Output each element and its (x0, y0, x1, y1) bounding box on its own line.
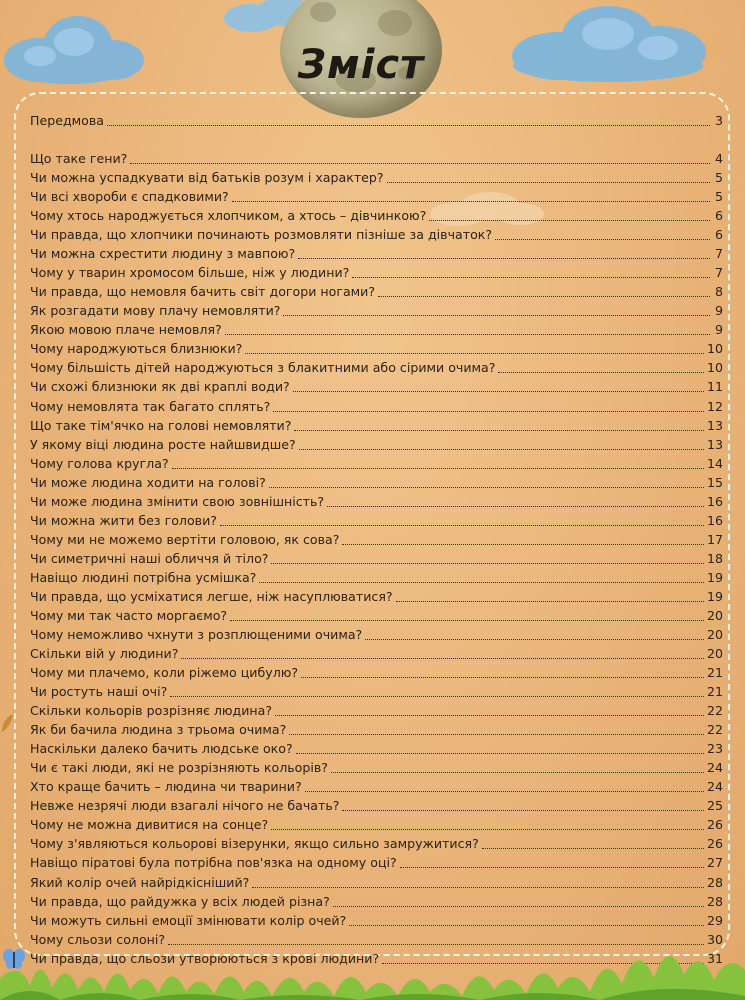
toc-dot-leader (181, 657, 704, 659)
toc-entry[interactable] (30, 264, 723, 282)
toc-entry[interactable] (30, 607, 723, 625)
toc-entry-page-number: 23 (706, 741, 723, 757)
toc-entry-page-number: 26 (706, 817, 723, 833)
grass-decoration (0, 930, 745, 1000)
toc-entry-title: Чи можна успадкувати від батьків розум і характер? (30, 170, 384, 186)
toc-entry-page-number: 6 (714, 208, 723, 224)
cloud-left-decoration (0, 8, 150, 88)
toc-entry-title: Чи симетричні наші обличчя й тіло? (30, 550, 269, 566)
toc-entry-page-number: 20 (706, 607, 723, 623)
toc-dot-leader (498, 371, 704, 373)
toc-entry-page-number: 6 (714, 227, 723, 243)
toc-entry-title: Чи правда, що усміхатися легше, ніж насуплюватися? (30, 588, 393, 604)
toc-dot-leader (294, 429, 704, 431)
toc-entry-page-number: 9 (714, 322, 723, 338)
toc-entry[interactable] (30, 664, 723, 682)
toc-entry-page-number: 7 (714, 246, 723, 262)
toc-dot-leader (296, 752, 704, 754)
toc-entry-title: Чи є такі люди, які не розрізняють кольорів? (30, 760, 328, 776)
toc-entry[interactable] (30, 874, 723, 892)
toc-dot-leader (400, 866, 704, 868)
toc-entry-page-number: 13 (706, 417, 723, 433)
toc-dot-leader (273, 410, 704, 412)
toc-dot-leader (252, 886, 704, 888)
toc-entry-title: Чи правда, що хлопчики починають розмовляти пізніше за дівчаток? (30, 227, 493, 243)
toc-entry-title: У якому віці людина росте найшвидше? (30, 436, 296, 452)
toc-dot-leader (387, 181, 710, 183)
toc-entry-page-number: 26 (706, 836, 723, 852)
toc-entry-title: Чи можна жити без голови? (30, 512, 217, 528)
toc-dot-leader (289, 733, 704, 735)
toc-dot-leader (107, 124, 710, 126)
toc-entry-title: Чому з'являються кольорові візерунки, якщо сильно замружитися? (30, 836, 479, 852)
toc-entry-page-number: 9 (714, 303, 723, 319)
toc-entry-page-number: 7 (714, 265, 723, 281)
toc-entry[interactable] (30, 474, 723, 492)
toc-entry[interactable] (30, 854, 723, 872)
toc-entry-title: Наскільки далеко бачить людське око? (30, 741, 293, 757)
toc-entry-page-number: 15 (706, 474, 723, 490)
toc-entry[interactable] (30, 283, 723, 301)
toc-entry[interactable] (30, 169, 723, 187)
toc-entry-page-number: 5 (714, 170, 723, 186)
toc-entry[interactable] (30, 302, 723, 320)
toc-entry-title: Хто краще бачить – людина чи тварини? (30, 779, 302, 795)
toc-dot-leader (365, 638, 704, 640)
toc-dot-leader (396, 600, 704, 602)
toc-dot-leader (230, 619, 704, 621)
toc-entry-page-number: 10 (706, 360, 723, 376)
toc-entry-title: Чи можуть сильні емоції змінювати колір очей? (30, 912, 347, 928)
toc-dot-leader (378, 295, 710, 297)
toc-entry-title: Чому народжуються близнюки? (30, 341, 243, 357)
toc-entry-page-number: 11 (706, 379, 723, 395)
toc-entry-page-number: 20 (706, 627, 723, 642)
toc-entry-title: Навіщо людині потрібна усмішка? (30, 569, 257, 585)
toc-entry-title: Чому у тварин хромосом більше, ніж у людини? (30, 265, 350, 281)
toc-dot-leader (259, 581, 704, 583)
toc-entry-title: Чому хтось народжується хлопчиком, а хтось – дівчинкою? (30, 208, 427, 224)
toc-dot-leader (271, 562, 703, 564)
toc-entry[interactable] (30, 893, 723, 911)
toc-entry-page-number: 20 (706, 646, 723, 662)
toc-entry[interactable] (30, 740, 723, 758)
toc-entry-page-number: 16 (706, 493, 723, 509)
toc-dot-leader (327, 505, 704, 507)
toc-entry-title: Чи всі хвороби є спадковими? (30, 189, 229, 205)
toc-entry[interactable] (30, 702, 723, 720)
toc-dot-leader (220, 524, 704, 526)
toc-entry-title: Чому сльози солоні? (30, 931, 166, 947)
toc-entry[interactable] (30, 112, 723, 130)
toc-dot-leader (298, 257, 710, 259)
toc-entry[interactable] (30, 816, 723, 834)
toc-entry-title: Чи схожі близнюки як дві краплі води? (30, 379, 290, 395)
toc-entry-page-number: 25 (706, 798, 723, 814)
toc-dot-leader (283, 314, 710, 316)
toc-entry[interactable] (30, 912, 723, 930)
toc-entry-title: Чому немовлята так багато сплять? (30, 398, 271, 414)
toc-entry-page-number: 30 (706, 931, 723, 947)
toc-entry-page-number: 8 (714, 284, 723, 300)
toc-entry-title: Чому голова кругла? (30, 455, 169, 471)
toc-entry-page-number: 3 (714, 113, 723, 128)
toc-dot-leader (342, 543, 704, 545)
toc-entry[interactable] (30, 550, 723, 568)
toc-entry[interactable] (30, 645, 723, 663)
toc-dot-leader (333, 905, 704, 907)
toc-entry[interactable] (30, 721, 723, 739)
toc-dot-leader (245, 352, 704, 354)
toc-entry[interactable] (30, 683, 723, 701)
toc-entry-page-number: 28 (706, 893, 723, 909)
toc-entry-page-number: 13 (706, 436, 723, 452)
toc-entry-title: Чи може людина ходити на голові? (30, 474, 266, 490)
toc-dot-leader (301, 676, 704, 678)
toc-dot-leader (172, 467, 704, 469)
toc-entry-title: Чи можна схрестити людину з мавпою? (30, 246, 296, 262)
toc-entry-title: Чи правда, що сльози утворюються з крові людини? (30, 950, 380, 966)
toc-dot-leader (349, 924, 704, 926)
toc-entry[interactable] (30, 378, 723, 396)
toc-entry-title: Скільки вій у людини? (30, 646, 179, 662)
toc-dot-leader (429, 219, 710, 221)
toc-entry-page-number: 31 (706, 950, 723, 966)
toc-dot-leader (275, 714, 704, 716)
toc-entry-page-number: 24 (706, 760, 723, 776)
toc-entry-page-number: 21 (706, 665, 723, 681)
page-title: Зміст (297, 42, 425, 88)
toc-entry[interactable] (30, 226, 723, 244)
toc-entry[interactable] (30, 340, 723, 358)
toc-entry-title: Чи правда, що райдужка у всіх людей різна? (30, 893, 330, 909)
toc-entry-title: Чи може людина змінити свою зовнішність? (30, 493, 325, 509)
toc-entry-page-number: 12 (706, 398, 723, 414)
toc-entry-title: Чому неможливо чхнути з розплющеними очима? (30, 627, 363, 642)
toc-entry[interactable] (30, 797, 723, 815)
toc-entry[interactable] (30, 359, 723, 377)
toc-dot-leader (293, 390, 704, 392)
toc-dot-leader (225, 333, 710, 335)
toc-entry[interactable] (30, 588, 723, 606)
toc-entry-title: Як би бачила людина з трьома очима? (30, 722, 287, 738)
toc-entry-page-number: 21 (706, 684, 723, 700)
toc-entry[interactable] (30, 321, 723, 339)
toc-entry-title: Як розгадати мову плачу немовляти? (30, 303, 281, 319)
toc-entry-title: Скільки кольорів розрізняє людина? (30, 703, 273, 719)
toc-entry[interactable] (30, 493, 723, 511)
toc-entry-title: Чому ми не можемо вертіти головою, як сова? (30, 531, 340, 547)
toc-entry-page-number: 27 (706, 855, 723, 871)
toc-entry-page-number: 5 (714, 189, 723, 205)
toc-entry[interactable] (30, 626, 723, 644)
toc-dot-leader (170, 695, 704, 697)
toc-dot-leader (305, 790, 704, 792)
toc-entry-title: Невже незрячі люди взагалі нічого не бачать? (30, 798, 340, 814)
toc-entry-title: Навіщо піратові була потрібна пов'язка на одному оці? (30, 855, 397, 871)
toc-entry-page-number: 14 (706, 455, 723, 471)
butterfly-decoration (2, 948, 26, 970)
toc-entry-page-number: 29 (706, 912, 723, 928)
toc-entry-title: Чому ми плачемо, коли ріжемо цибулю? (30, 665, 299, 681)
toc-entry[interactable] (30, 245, 723, 263)
toc-dot-leader (271, 828, 704, 830)
toc-dot-leader (299, 448, 704, 450)
toc-entry[interactable] (30, 188, 723, 206)
toc-dot-leader (130, 162, 710, 164)
toc-entry[interactable] (30, 150, 723, 168)
toc-entry-title: Що таке гени? (30, 151, 128, 166)
toc-entry-title: Чи правда, що немовля бачить світ догори ногами? (30, 284, 376, 300)
toc-entry-title: Передмова (30, 113, 105, 128)
toc-entry-page-number: 18 (706, 550, 723, 566)
toc-entry-page-number: 19 (706, 569, 723, 585)
toc-entry-page-number: 19 (706, 588, 723, 604)
toc-entry[interactable] (30, 759, 723, 777)
toc-dot-leader (342, 809, 703, 811)
toc-entry-title: Який колір очей найрідкісніший? (30, 874, 250, 890)
toc-entry-title: Чому ми так часто моргаємо? (30, 607, 228, 623)
toc-entry-page-number: 10 (706, 341, 723, 357)
toc-dot-leader (482, 847, 704, 849)
toc-entry-page-number: 4 (714, 151, 723, 166)
toc-entry-page-number: 22 (706, 722, 723, 738)
toc-entry-title: Що таке тім'ячко на голові немовляти? (30, 417, 292, 433)
toc-entry[interactable] (30, 835, 723, 853)
toc-entry-page-number: 16 (706, 512, 723, 528)
toc-entry[interactable] (30, 531, 723, 549)
toc-entry-page-number: 22 (706, 703, 723, 719)
toc-dot-leader (232, 200, 710, 202)
toc-entry-title: Чому більшість дітей народжуються з блакитними або сірими очима? (30, 360, 496, 376)
toc-entry-page-number: 17 (706, 531, 723, 547)
toc-dot-leader (331, 771, 704, 773)
toc-entry[interactable] (30, 778, 723, 796)
toc-entry[interactable] (30, 569, 723, 587)
leaf-decoration (0, 712, 14, 734)
toc-dot-leader (495, 238, 710, 240)
toc-entry-title: Якою мовою плаче немовля? (30, 322, 222, 338)
toc-entry[interactable] (30, 398, 723, 416)
toc-entry-title: Чи ростуть наші очі? (30, 684, 168, 700)
toc-entry[interactable] (30, 417, 723, 435)
toc-dot-leader (352, 276, 710, 278)
toc-entry[interactable] (30, 436, 723, 454)
toc-entry[interactable] (30, 207, 723, 225)
toc-entry-page-number: 24 (706, 779, 723, 795)
toc-entry[interactable] (30, 512, 723, 530)
toc-entry[interactable] (30, 455, 723, 473)
toc-dot-leader (269, 486, 704, 488)
toc-entry-title: Чому не можна дивитися на сонце? (30, 817, 269, 833)
cloud-right-decoration (508, 4, 713, 88)
toc-entry-page-number: 28 (706, 874, 723, 890)
